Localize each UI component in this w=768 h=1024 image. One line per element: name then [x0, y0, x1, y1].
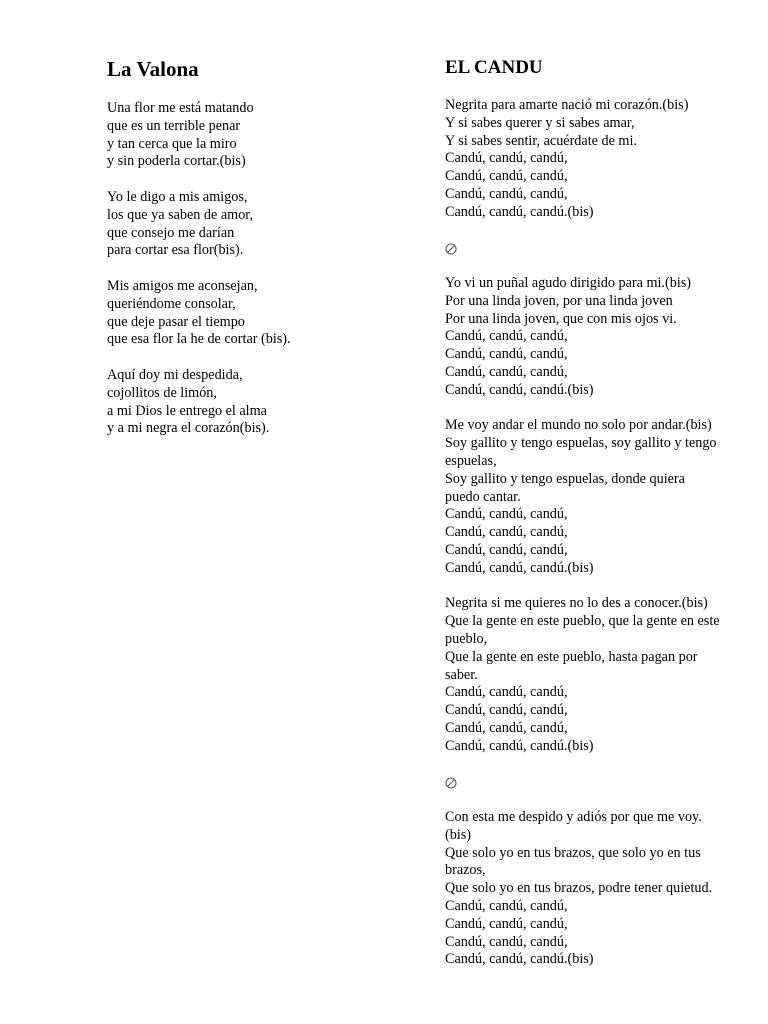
lyric-line: Candú, candú, candú, — [445, 915, 568, 932]
lyric-line: espuelas, — [445, 453, 497, 469]
lyric-line: a mi Dios le entrego el alma — [107, 402, 267, 419]
prohibited-circle-icon — [445, 242, 457, 254]
lyric-line: Que solo yo en tus brazos, podre tener quietud. — [445, 880, 713, 897]
lyric-line: queriéndome consolar, — [107, 295, 236, 312]
lyric-line: Con esta me despido y adiós por que me voy. — [445, 809, 702, 825]
lyric-line: brazos, — [445, 862, 486, 879]
lyric-line: que deje pasar el tiempo — [107, 313, 245, 330]
lyric-line: Yo vi un puñal agudo dirigido para mi.(bis) — [445, 275, 692, 291]
lyric-line: los que ya saben de amor, — [107, 206, 253, 223]
lyric-line: que consejo me darían — [107, 224, 235, 241]
lyric-line: Aquí doy mi despedida, — [107, 367, 243, 383]
lyric-line: Candú, candú, candú, — [445, 898, 568, 914]
lyric-line: y a mi negra el corazón(bis). — [107, 420, 270, 437]
lyric-line: Candú, candú, candú, — [445, 524, 568, 541]
lyric-line: Candú, candú, candú, — [445, 328, 568, 345]
lyric-line: Mis amigos me aconsejan, — [107, 278, 258, 294]
lyric-line: Soy gallito y tengo espuelas, donde quiera — [445, 470, 685, 487]
lyric-line: Candú, candú, candú, — [445, 364, 568, 380]
lyric-line: Candú, candú, candú, — [445, 933, 568, 950]
lyric-line: Por una linda joven, por una linda joven — [445, 292, 673, 309]
lyric-line: Que la gente en este pueblo, que la gente en este — [445, 613, 720, 630]
lyric-line: que es un terrible penar — [107, 117, 241, 134]
lyric-line: Candú, candú, candú.(bis) — [445, 203, 594, 220]
lyric-line: Candú, candú, candú, — [445, 150, 568, 167]
lyric-line: Negrita para amarte nació mi corazón.(bis) — [445, 97, 689, 113]
lyric-line: Que la gente en este pueblo, hasta pagan por — [445, 648, 698, 665]
lyric-line: Candú, candú, candú, — [445, 506, 568, 523]
lyric-line: cojollitos de limón, — [107, 384, 217, 401]
lyric-line: para cortar esa flor(bis). — [107, 242, 244, 259]
lyric-line: Candú, candú, candú.(bis) — [445, 381, 594, 398]
lyric-line: Una flor me está matando — [107, 100, 254, 116]
lyric-line: Y si sabes sentir, acuérdate de mi. — [445, 132, 637, 149]
lyric-line: Candú, candú, candú, — [445, 346, 568, 363]
lyric-line: Negrita si me quieres no lo des a conocer.(bis) — [445, 595, 708, 612]
lyric-line: Y si sabes querer y si sabes amar, — [445, 114, 635, 131]
lyric-line: Que solo yo en tus brazos, que solo yo en tus — [445, 844, 701, 861]
lyric-line: Candú, candú, candú.(bis) — [445, 951, 594, 968]
lyric-line: y tan cerca que la miro — [107, 135, 237, 152]
song-title-el-candu: EL CANDU — [445, 57, 543, 78]
lyric-line: pueblo, — [445, 631, 488, 647]
lyric-line: que esa flor la he de cortar (bis). — [107, 331, 291, 348]
lyric-line: Candú, candú, candú, — [445, 684, 568, 701]
lyric-line: saber. — [445, 666, 478, 683]
lyric-line: Me voy andar el mundo no solo por andar.(bis) — [445, 417, 712, 434]
lyric-line: Candú, candú, candú, — [445, 702, 568, 719]
lyric-line: y sin poderla cortar.(bis) — [107, 153, 246, 170]
lyric-line: Candú, candú, candú, — [445, 542, 568, 558]
lyric-line: Candú, candú, candú.(bis) — [445, 737, 594, 754]
lyric-line: Candú, candú, candú, — [445, 720, 568, 736]
lyric-line: Candú, candú, candú, — [445, 168, 568, 185]
lyric-line: Candú, candú, candú, — [445, 186, 568, 202]
prohibited-circle-icon — [445, 776, 457, 788]
song-title-la-valona: La Valona — [107, 57, 199, 81]
lyric-line: Por una linda joven, que con mis ojos vi. — [445, 310, 677, 327]
lyric-line: puedo cantar. — [445, 488, 521, 505]
lyric-line: (bis) — [445, 826, 472, 843]
lyric-line: Soy gallito y tengo espuelas, soy gallito y tengo — [445, 435, 717, 452]
lyric-line: Yo le digo a mis amigos, — [107, 189, 248, 205]
lyric-line: Candú, candú, candú.(bis) — [445, 559, 594, 576]
